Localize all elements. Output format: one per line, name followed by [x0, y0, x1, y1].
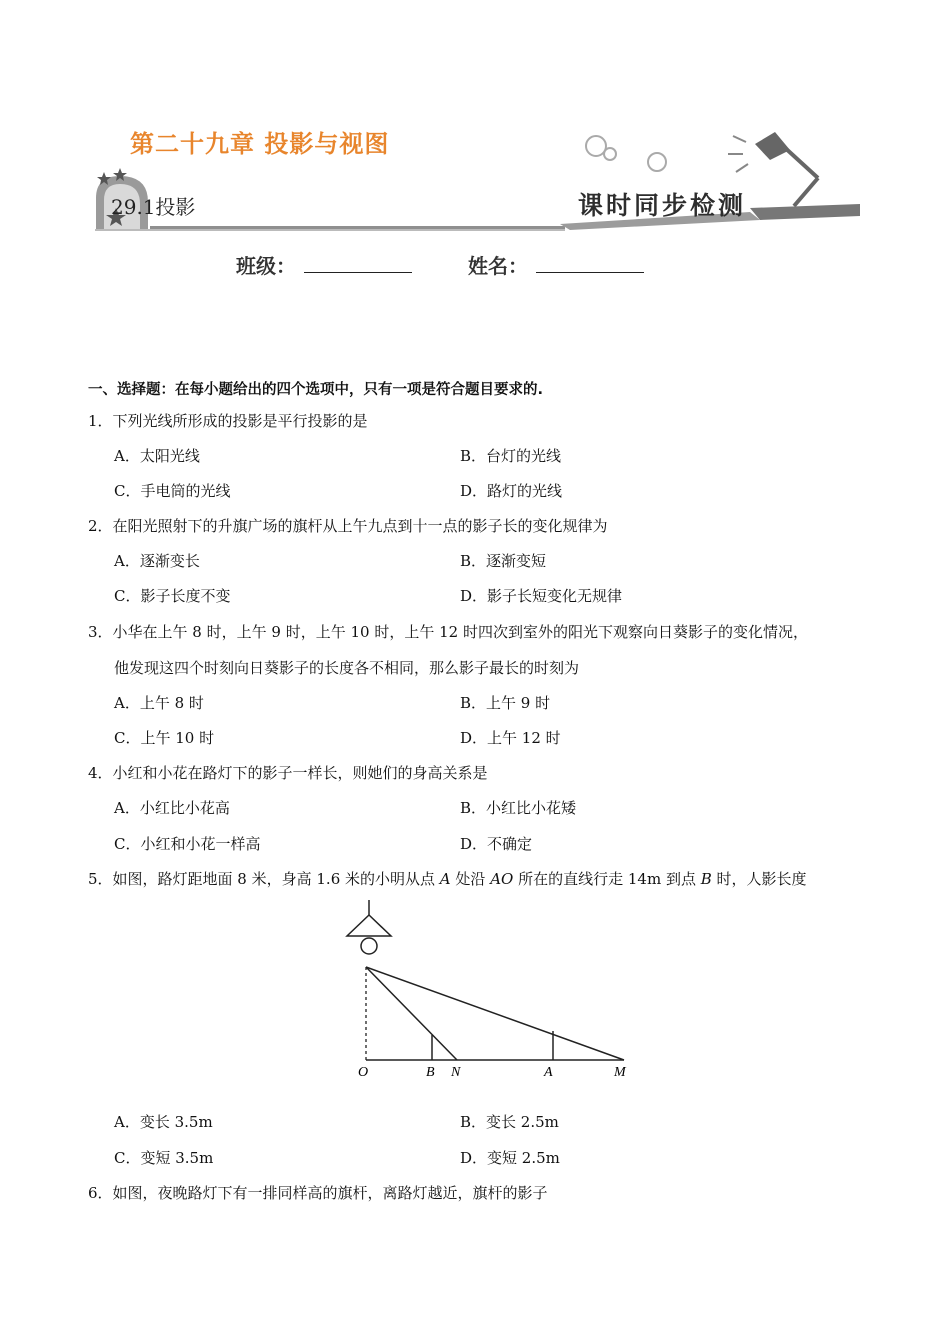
option-a[interactable]: A．逐渐变长: [114, 552, 200, 570]
question-stem: 1．下列光线所形成的投影是平行投影的是: [88, 412, 368, 430]
option-a[interactable]: A．变长 3.5m: [114, 1113, 213, 1131]
option-d[interactable]: D．上午 12 时: [460, 729, 561, 747]
section-title: 投影: [155, 195, 196, 219]
option-c[interactable]: C．手电筒的光线: [114, 482, 231, 500]
name-input-line[interactable]: [536, 254, 644, 273]
option-a[interactable]: A．太阳光线: [114, 447, 200, 465]
section-number: 29.1: [111, 195, 156, 219]
line-ao: AO: [490, 870, 514, 888]
lamp-bulb: [361, 938, 377, 954]
class-field: [236, 250, 412, 279]
light-ray-bn: [366, 967, 457, 1060]
chapter-title: 第二十九章 投影与视图: [130, 130, 390, 158]
option-d[interactable]: D．影子长短变化无规律: [460, 587, 623, 605]
name-label: 姓名：: [468, 254, 528, 278]
stem-text: 处沿: [450, 870, 491, 888]
label-n: N: [451, 1065, 461, 1080]
option-b[interactable]: B．逐渐变短: [460, 552, 547, 570]
class-label: 班级：: [236, 254, 296, 278]
question-stem: 2．在阳光照射下的升旗广场的旗杆从上午九点到十一点的影子长的变化规律为: [88, 517, 608, 535]
question-stem-continued: 他发现这四个时刻向日葵影子的长度各不相同，那么影子最长的时刻为: [114, 659, 580, 677]
stem-text: 所在的直线行走 14m 到点: [513, 870, 701, 888]
label-b: B: [426, 1065, 435, 1080]
light-ray-am: [366, 967, 624, 1060]
option-c[interactable]: C．变短 3.5m: [114, 1149, 214, 1167]
streetlight-figure: [330, 895, 640, 1085]
name-field: [468, 250, 644, 279]
option-a[interactable]: A．小红比小花高: [114, 799, 230, 817]
option-a[interactable]: A．上午 8 时: [114, 694, 204, 712]
lamp-shade: [347, 915, 391, 936]
question-stem: 3．小华在上午 8 时，上午 9 时，上午 10 时，上午 12 时四次到室外的阳光下观察向日葵影子的变化情况，: [88, 623, 808, 641]
option-b[interactable]: B．上午 9 时: [460, 694, 551, 712]
question-stem: 6．如图，夜晚路灯下有一排同样高的旗杆，离路灯越近，旗杆的影子: [88, 1184, 548, 1202]
section-instructions: 一、选择题：在每小题给出的四个选项中，只有一项是符合题目要求的.: [88, 382, 544, 398]
question-stem: [88, 868, 807, 889]
stem-text: 时，人影长度: [711, 870, 807, 888]
class-input-line[interactable]: [304, 254, 412, 273]
section-heading: [111, 191, 195, 220]
question-stem: 4．小红和小花在路灯下的影子一样长，则她们的身高关系是: [88, 764, 488, 782]
option-c[interactable]: C．小红和小花一样高: [114, 835, 261, 853]
option-d[interactable]: D．不确定: [460, 835, 533, 853]
option-d[interactable]: D．变短 2.5m: [460, 1149, 560, 1167]
header-rule-light: [95, 229, 565, 231]
option-d[interactable]: D．路灯的光线: [460, 482, 563, 500]
point-b: B: [700, 870, 712, 888]
label-a: A: [544, 1065, 553, 1080]
option-b[interactable]: B．变长 2.5m: [460, 1113, 559, 1131]
label-m: M: [614, 1065, 626, 1080]
stem-text: 5．如图，路灯距地面 8 米，身高 1.6 米的小明从点: [88, 870, 440, 888]
point-a: A: [439, 870, 451, 888]
label-o: O: [358, 1065, 369, 1080]
option-b[interactable]: B．台灯的光线: [460, 447, 562, 465]
option-c[interactable]: C．影子长度不变: [114, 587, 231, 605]
option-b[interactable]: B．小红比小花矮: [460, 799, 577, 817]
option-c[interactable]: C．上午 10 时: [114, 729, 215, 747]
banner-title: 课时同步检测: [578, 191, 747, 220]
